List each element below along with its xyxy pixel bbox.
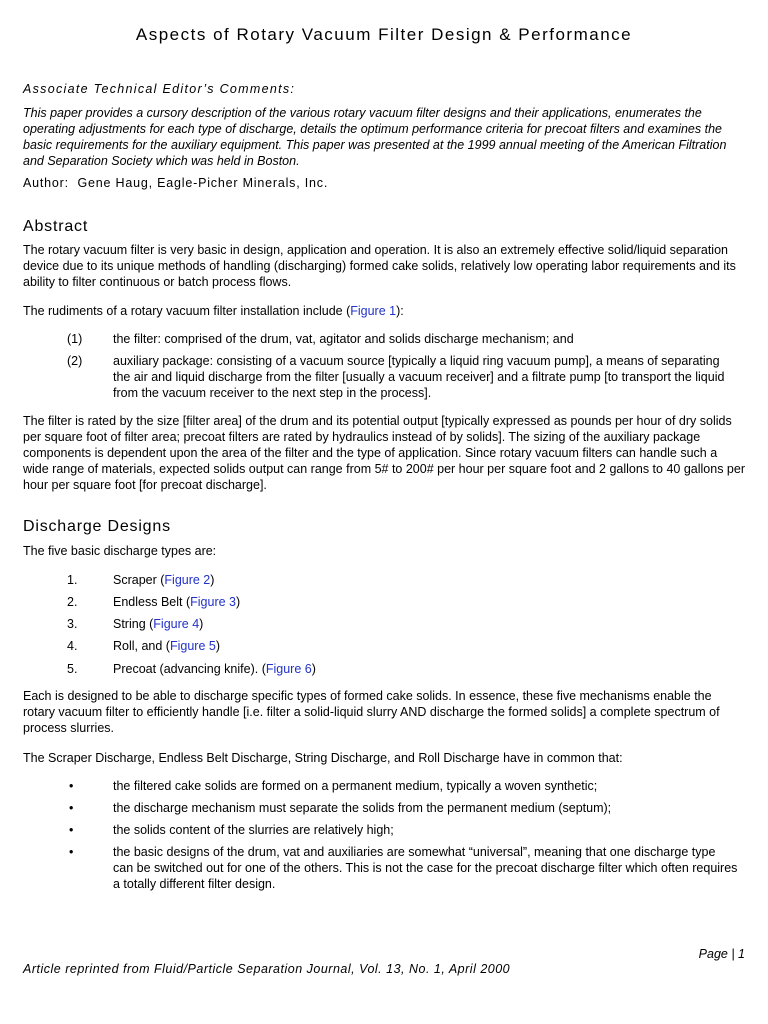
type-suffix: ) (215, 639, 221, 653)
list-text (113, 616, 738, 632)
bullet-icon: • (69, 845, 74, 859)
bullet-text: the filtered cake solids are formed on a permanent medium, typically a woven synthetic; (113, 779, 598, 793)
list-text (113, 638, 738, 654)
figure-4-link[interactable]: Figure 4 (153, 617, 200, 631)
list-text (113, 572, 738, 588)
abstract-p2-pre: The rudiments of a rotary vacuum filter installation include ( (23, 304, 351, 318)
discharge-heading: Discharge Designs (23, 518, 171, 535)
bullet-text: the solids content of the slurries are relatively high; (113, 823, 394, 837)
discharge-paragraph-1: Each is designed to be able to discharge specific types of formed cake solids. In essence, these five mechanisms enable the rotary vacuum filter to efficiently handle [i.e. filter a solid-liquid slurry AND discharge the formed solids] a complete spectrum of process slurries. (23, 689, 720, 735)
editor-heading: Associate Technical Editor’s Comments: (23, 82, 296, 96)
list-number: 1. (67, 573, 78, 587)
type-suffix: ) (199, 617, 204, 631)
type-suffix: ) (210, 573, 215, 587)
type-label: Scraper ( (113, 573, 165, 587)
author-label: Author: (23, 176, 69, 190)
type-label: String ( (113, 617, 154, 631)
bullet-text: the discharge mechanism must separate the solids from the permanent medium (septum); (113, 801, 612, 815)
type-suffix: ) (311, 662, 316, 676)
list-number: 3. (67, 617, 78, 631)
list-number: (2) (67, 354, 83, 368)
bullet-icon: • (69, 779, 74, 793)
abstract-paragraph-1: The rotary vacuum filter is very basic in design, application and operation. It is also an extremely effective solid/liquid separation device due to its unique methods of handling (discharging) formed cake solids, relatively low operating labor requirements and its ability to filter continuous or batch process flows. (23, 243, 736, 289)
figure-1-link[interactable]: Figure 1 (350, 304, 397, 318)
list-text: auxiliary package: consisting of a vacuum source [typically a liquid ring vacuum pump], a means of separating the air and liquid discharge from the filter [usually a vacuum receiver] and a filtrate pump [to transport the liquid from the vacuum receiver to the next step in the process]. (113, 354, 725, 400)
figure-3-link[interactable]: Figure 3 (190, 595, 236, 609)
list-text (113, 661, 738, 677)
abstract-heading: Abstract (23, 218, 89, 235)
figure-2-link[interactable]: Figure 2 (164, 573, 211, 587)
page-title: Aspects of Rotary Vacuum Filter Design & Performance (135, 25, 633, 44)
type-label: Precoat (advancing knife). ( (113, 662, 266, 676)
author-name: Gene Haug, Eagle-Picher Minerals, Inc. (77, 176, 329, 190)
type-label: Endless Belt ( (113, 595, 191, 609)
figure-5-link[interactable]: Figure 5 (169, 639, 216, 653)
discharge-paragraph-2: The Scraper Discharge, Endless Belt Discharge, String Discharge, and Roll Discharge have in common that: (23, 751, 623, 765)
list-text: the filter: comprised of the drum, vat, agitator and solids discharge mechanism; and (113, 332, 574, 346)
editor-comments: This paper provides a cursory description of the various rotary vacuum filter designs and their applications, enumerates the operating adjustments for each type of discharge, details the optimum performance criteria for precoat filters and examines the basic requirements for the auxiliary equipment. This paper was presented at the 1999 annual meeting of the American Filtration and Separation Society which was held in Boston. (23, 106, 727, 168)
list-number: (1) (67, 332, 83, 346)
list-number: 4. (67, 639, 78, 653)
list-text (113, 594, 738, 610)
bullet-text: the basic designs of the drum, vat and auxiliaries are somewhat “universal”, meaning that one discharge type can be switched out for one of the others. This is not the case for the precoat discharge filter which often requires a totally different filter design. (113, 845, 738, 891)
page-number: Page | 1 (698, 947, 745, 961)
list-number: 2. (67, 595, 78, 609)
list-number: 5. (67, 662, 78, 676)
author-line (23, 176, 328, 190)
footer-citation: Article reprinted from Fluid/Particle Separation Journal, Vol. 13, No. 1, April 2000 (23, 962, 511, 976)
abstract-paragraph-2 (23, 303, 745, 319)
figure-6-link[interactable]: Figure 6 (265, 662, 312, 676)
type-suffix: ) (235, 595, 241, 609)
bullet-icon: • (69, 823, 74, 837)
discharge-intro: The five basic discharge types are: (23, 544, 217, 558)
bullet-icon: • (69, 801, 74, 815)
abstract-p2-post: ): (396, 304, 404, 318)
abstract-paragraph-3: The filter is rated by the size [filter area] of the drum and its potential output [typically expressed as pounds per hour of dry solids per square foot of filter area; precoat filters are rated by hydraulics instead of by solids]. The sizing of the auxiliary package components is dependent upon the area of the filter and the type of application. Since rotary vacuum filters can handle such a wide range of materials, expected solids output can range from 5# to 200# per hour per square foot and 2 gallons to 40 gallons per hour per square foot [for precoat discharge]. (23, 414, 745, 492)
type-label: Roll, and ( (113, 639, 170, 653)
